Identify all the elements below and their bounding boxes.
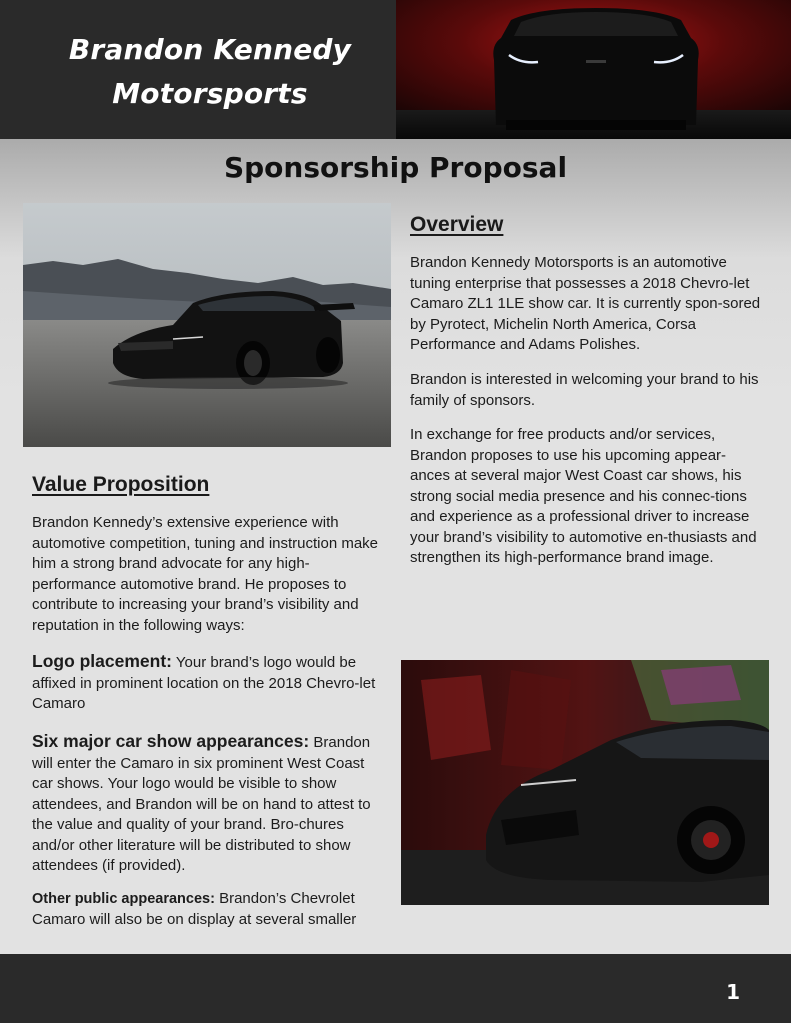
brand-name (0, 28, 420, 116)
brand-line-2: Motorsports (112, 77, 308, 110)
value-item-text: Brandon will enter the Camaro in six prominent West Coast car shows. Your logo would be visible to show attendees, and Brandon will be on hand to attest to the value and quality of your brand. Bro-chures and/or other literature will be distributed to show attendees (if provided). (32, 734, 371, 874)
page-title: Sponsorship Proposal (223, 151, 568, 184)
overview-heading: Overview (410, 213, 504, 236)
camaro-graffiti-photo (401, 660, 769, 905)
value-item-text: Your brand’s logo would be affixed in prominent location on the 2018 Chevro-let Camaro (32, 654, 376, 712)
value-item-car-shows (32, 731, 382, 877)
value-item-lead: Other public appearances: (32, 891, 215, 907)
header-band (0, 0, 791, 139)
value-item-lead: Logo placement: (32, 651, 173, 671)
footer-band (0, 954, 791, 1023)
camaro-desert-photo (23, 203, 391, 447)
overview-paragraph-1: Brandon Kennedy Motorsports is an automotive tuning enterprise that possesses a 2018 Chevro-let Camaro ZL1 1LE show car. It is currently spon-sored by Pyrotect, Michelin North America, Corsa Performance and Adams Polishes. (410, 254, 761, 353)
value-proposition-heading: Value Proposition (32, 473, 210, 496)
page-number: 1 (726, 980, 740, 1004)
value-item-text: Brandon’s Chevrolet Camaro will also be on display at several smaller (32, 890, 357, 928)
overview-paragraph-2: Brandon is interested in welcoming your brand to his family of sponsors. (410, 371, 759, 409)
brand-line-1: Brandon Kennedy (68, 33, 352, 66)
overview-paragraph-3: In exchange for free products and/or services, Brandon proposes to use his upcoming appear-ances at several major West Coast car shows, his strong social media presence and his connec-tions and experience as a professional driver to increase your brand’s visibility to automotive en-thusiasts and strengthen its high-performance brand image. (410, 426, 757, 566)
value-item-public-appearances (32, 889, 382, 930)
value-proposition-intro: Brandon Kennedy’s extensive experience with automotive competition, tuning and instruction make him a strong brand advocate for any high-performance automotive brand. He proposes to contribute to increasing your brand’s visibility and reputation in the following ways: (32, 514, 379, 634)
header-car-photo (396, 0, 791, 139)
value-item-lead: Six major car show appearances: (32, 731, 310, 751)
value-item-logo-placement (32, 651, 382, 715)
